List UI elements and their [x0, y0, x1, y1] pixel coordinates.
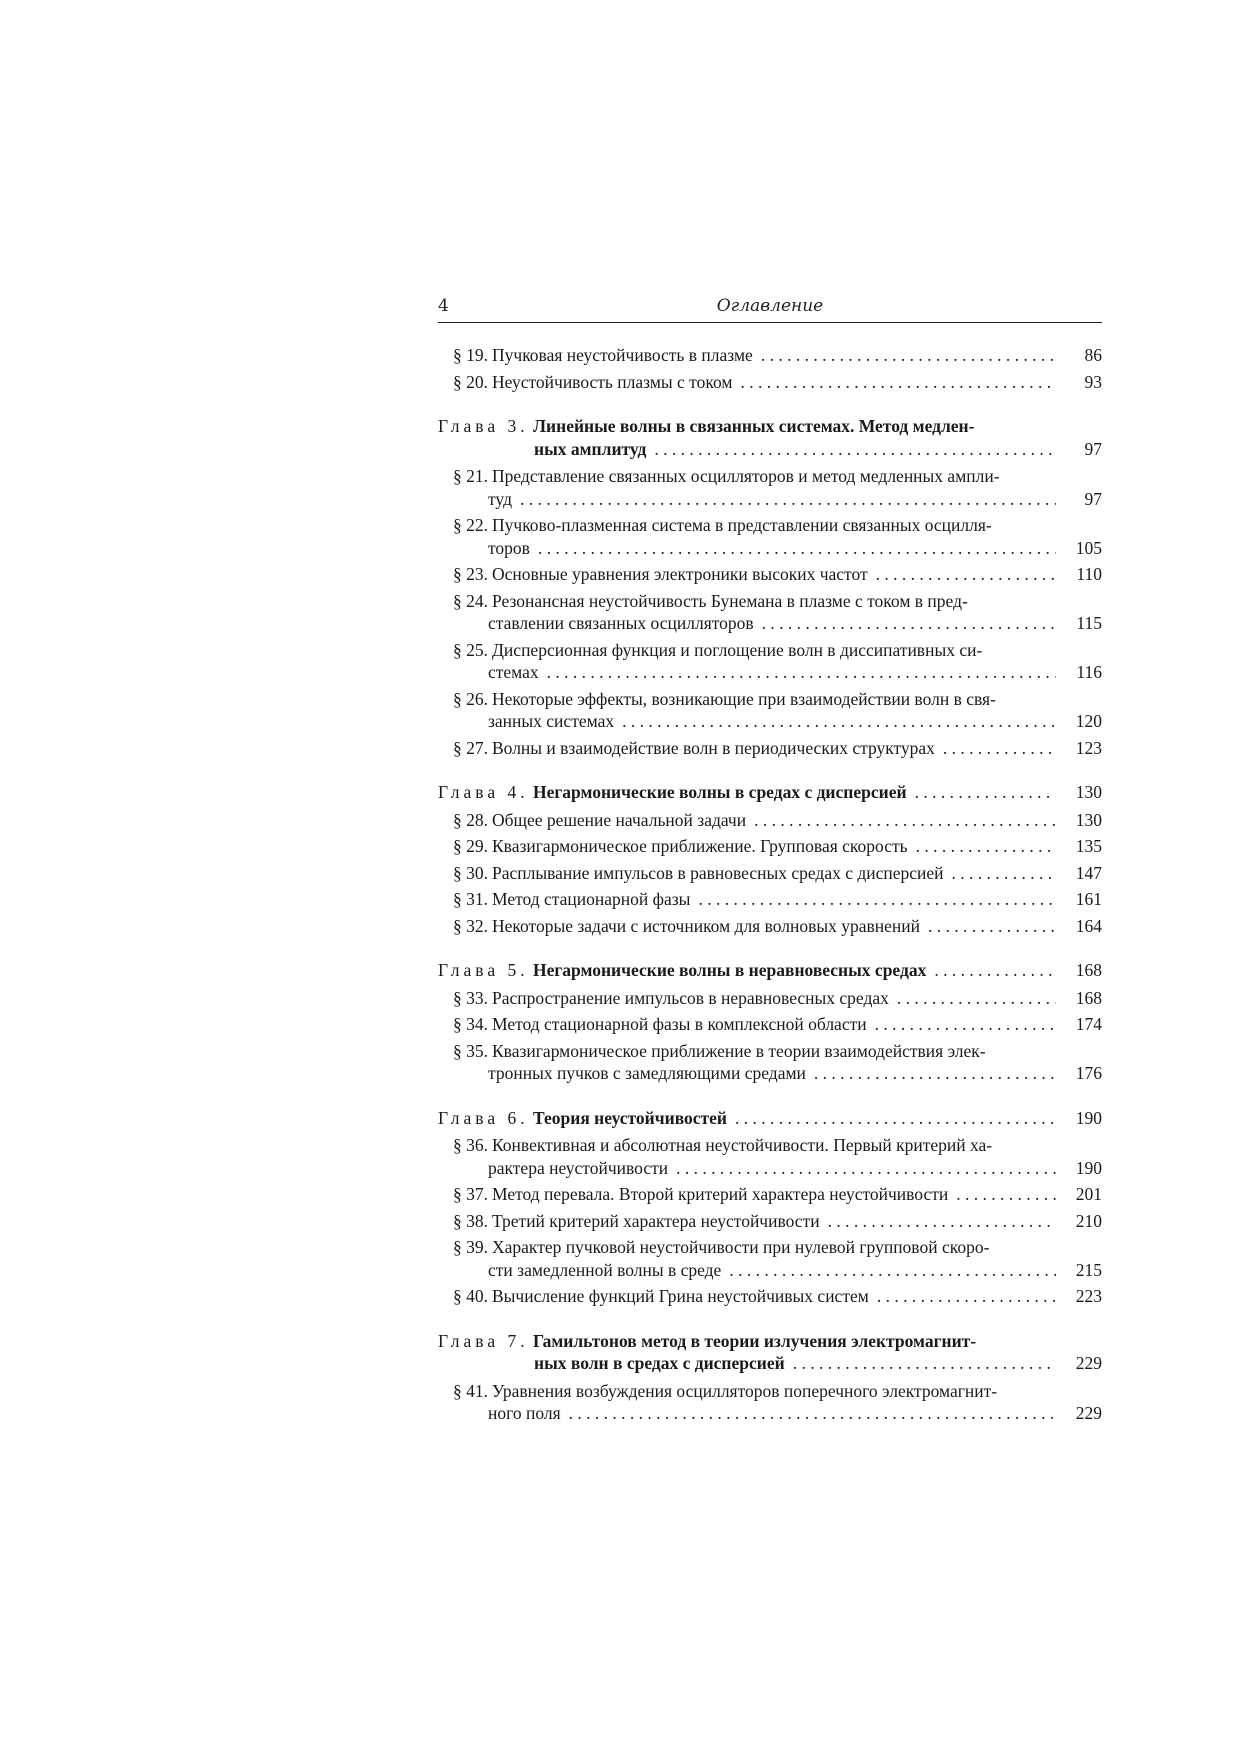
section-number: § 35.: [453, 1040, 488, 1061]
toc-entry-s35[interactable]: [438, 1040, 1102, 1063]
section-title-line1: Некоторые эффекты, возникающие при взаимодействии волн в свя-: [492, 688, 996, 709]
toc-entry-s32[interactable]: [438, 915, 1102, 938]
toc-entry-s23[interactable]: [438, 563, 1102, 586]
toc-entry-s29[interactable]: [438, 835, 1102, 858]
section-number: § 28.: [453, 809, 488, 830]
toc-entry-s33[interactable]: [438, 987, 1102, 1010]
page-ref: 115: [1056, 612, 1102, 635]
toc-chapter-4[interactable]: [438, 781, 1102, 804]
page-ref: 168: [1056, 987, 1102, 1010]
section-title-line2: ставлении связанных осцилляторов: [488, 613, 754, 633]
running-title: Оглавление: [716, 296, 824, 316]
section-title-line2: стемах: [488, 662, 539, 682]
toc-entry-s24[interactable]: [438, 590, 1102, 613]
section-number: § 38.: [453, 1210, 488, 1231]
toc-entry-s21[interactable]: [438, 465, 1102, 488]
section-title: Квазигармоническое приближение. Групповая скорость: [492, 836, 908, 856]
toc-entry-s22-cont: [438, 537, 1102, 560]
toc-entry-s39[interactable]: [438, 1236, 1102, 1259]
section-number: § 23.: [453, 564, 488, 584]
section-number: § 21.: [453, 466, 488, 486]
toc-entry-s22[interactable]: [438, 514, 1102, 537]
toc-entry-s36-cont: [438, 1157, 1102, 1180]
toc-entry-s36[interactable]: [438, 1134, 1102, 1157]
page-ref: 168: [1056, 959, 1102, 982]
toc-entry-s41[interactable]: [438, 1380, 1102, 1403]
toc-entry-s25-cont: [438, 661, 1102, 684]
page-ref: 130: [1056, 809, 1102, 832]
section-title-line2: занных системах: [488, 711, 615, 731]
page-ref: 130: [1056, 781, 1102, 804]
section-number: § 39.: [453, 1237, 488, 1257]
toc-chapter-3-cont: [438, 438, 1102, 461]
section-number: § 22.: [453, 515, 488, 535]
section-title-line2: туд: [488, 488, 512, 509]
toc-entry-s20[interactable]: [438, 371, 1102, 394]
section-title: Метод стационарной фазы в комплексной области: [492, 1014, 867, 1034]
section-title: Основные уравнения электроники высоких частот: [492, 564, 868, 584]
toc-chapter-6[interactable]: [438, 1107, 1102, 1130]
page-ref: 201: [1056, 1183, 1102, 1206]
chapter-title: Теория неустойчивостей: [532, 1107, 728, 1128]
toc-chapter-7-cont: [438, 1352, 1102, 1375]
section-number: § 40.: [453, 1286, 488, 1306]
chapter-title: Негармонические волны в неравновесных средах: [532, 960, 927, 980]
section-number: § 32.: [453, 915, 488, 936]
page-ref: 229: [1056, 1352, 1102, 1375]
page-ref: 210: [1056, 1210, 1102, 1233]
section-number: § 33.: [453, 987, 488, 1008]
page-ref: 229: [1056, 1402, 1102, 1425]
page-ref: 190: [1056, 1107, 1102, 1130]
section-number: § 20.: [453, 371, 488, 392]
chapter-title: Негармонические волны в средах с дисперсией: [532, 782, 907, 802]
section-number: § 37.: [453, 1184, 488, 1204]
toc-entry-s37[interactable]: [438, 1183, 1102, 1206]
section-title-line1: Конвективная и абсолютная неустойчивости. Первый критерий ха-: [492, 1135, 993, 1155]
section-title: Некоторые задачи с источником для волновых уравнений: [492, 915, 921, 936]
section-title-line1: Представление связанных осцилляторов и метод медленных ампли-: [492, 466, 1000, 486]
chapter-label: Глава 7.: [438, 1330, 529, 1351]
page-ref: 110: [1056, 563, 1102, 586]
section-title-line2: рактера неустойчивости: [488, 1157, 669, 1178]
chapter-title-line2: ных амплитуд: [534, 438, 647, 459]
section-number: § 27.: [453, 737, 488, 758]
page-ref: 174: [1056, 1013, 1102, 1036]
toc-entry-s26-cont: [438, 710, 1102, 733]
section-number: § 29.: [453, 836, 488, 856]
toc-entry-s24-cont: [438, 612, 1102, 635]
section-title-line1: Пучково-плазменная система в представлении связанных осцилля-: [492, 515, 992, 535]
page-ref: 190: [1056, 1157, 1102, 1180]
chapter-label: Глава 6.: [438, 1107, 529, 1128]
page-ref: 215: [1056, 1259, 1102, 1282]
section-number: § 36.: [453, 1135, 488, 1155]
page-ref: 164: [1056, 915, 1102, 938]
section-title: Третий критерий характера неустойчивости: [492, 1210, 820, 1231]
section-title-line1: Характер пучковой неустойчивости при нулевой групповой скоро-: [492, 1237, 990, 1257]
page-ref: 147: [1056, 862, 1102, 885]
section-number: § 41.: [453, 1380, 488, 1401]
running-header: [438, 296, 1102, 323]
toc-entry-s35-cont: [438, 1062, 1102, 1085]
section-number: § 34.: [453, 1014, 488, 1034]
page-ref: 123: [1056, 737, 1102, 760]
section-number: § 24.: [453, 590, 488, 611]
section-title: Волны и взаимодействие волн в периодических структурах: [492, 737, 935, 758]
page-ref: 86: [1056, 344, 1102, 367]
toc-entry-s25[interactable]: [438, 639, 1102, 662]
toc-entry-s19[interactable]: [438, 344, 1102, 367]
toc-entry-s30[interactable]: [438, 862, 1102, 885]
section-title-line1: Резонансная неустойчивость Бунемана в плазме с током в пред-: [492, 590, 968, 611]
section-title: Вычисление функций Грина неустойчивых систем: [492, 1286, 869, 1306]
section-title-line1: Уравнения возбуждения осцилляторов поперечного электромагнит-: [492, 1380, 998, 1401]
section-title-line2: сти замедленной волны в среде: [488, 1259, 722, 1280]
toc-entry-s41-cont: [438, 1402, 1102, 1425]
page-ref: 135: [1056, 835, 1102, 858]
section-title: Метод стационарной фазы: [492, 889, 691, 909]
section-title-line2: тронных пучков с замедляющими средами: [488, 1063, 806, 1083]
page-ref: 93: [1056, 371, 1102, 394]
section-number: § 19.: [453, 345, 488, 365]
section-title: Метод перевала. Второй критерий характера неустойчивости: [492, 1184, 949, 1204]
chapter-label: Глава 4.: [438, 782, 529, 802]
section-title: Неустойчивость плазмы с током: [492, 371, 733, 392]
section-number: § 31.: [453, 889, 488, 909]
section-number: § 25.: [453, 639, 488, 660]
toc-entry-s38[interactable]: [438, 1210, 1102, 1233]
toc-chapter-7[interactable]: [438, 1330, 1102, 1353]
chapter-title-line1: Линейные волны в связанных системах. Метод медлен-: [532, 416, 975, 436]
page-ref: 105: [1056, 537, 1102, 560]
page-ref: 223: [1056, 1285, 1102, 1308]
section-title-line2: торов: [488, 537, 530, 558]
toc-entry-s40[interactable]: [438, 1285, 1102, 1308]
toc-entry-s26[interactable]: [438, 688, 1102, 711]
page-ref: 116: [1056, 661, 1102, 684]
section-title-line2: ного поля: [488, 1403, 561, 1423]
page-ref: 97: [1056, 438, 1102, 461]
page-number: 4: [438, 296, 449, 316]
toc-entry-s28[interactable]: [438, 809, 1102, 832]
page-ref: 97: [1056, 488, 1102, 511]
section-title: Пучковая неустойчивость в плазме: [492, 345, 753, 365]
toc-chapter-3[interactable]: [438, 415, 1102, 438]
section-title-line1: Дисперсионная функция и поглощение волн в диссипативных си-: [492, 639, 983, 660]
toc-chapter-5[interactable]: [438, 959, 1102, 982]
section-number: § 30.: [453, 862, 488, 883]
section-title: Распространение импульсов в неравновесных средах: [492, 987, 889, 1008]
toc-entry-s31[interactable]: [438, 888, 1102, 911]
toc-entry-s21-cont: [438, 488, 1102, 511]
section-number: § 26.: [453, 688, 488, 709]
section-title: Общее решение начальной задачи: [492, 809, 747, 830]
toc-entry-s27[interactable]: [438, 737, 1102, 760]
section-title: Расплывание импульсов в равновесных средах с дисперсией: [492, 862, 944, 883]
toc-entry-s34[interactable]: [438, 1013, 1102, 1036]
chapter-title-line2: ных волн в средах с дисперсией: [534, 1353, 785, 1373]
page-ref: 120: [1056, 710, 1102, 733]
page-ref: 176: [1056, 1062, 1102, 1085]
table-of-contents: [438, 344, 1102, 1429]
toc-entry-s39-cont: [438, 1259, 1102, 1282]
section-title-line1: Квазигармоническое приближение в теории взаимодействия элек-: [492, 1040, 986, 1061]
page-ref: 161: [1056, 888, 1102, 911]
chapter-title-line1: Гамильтонов метод в теории излучения электромагнит-: [532, 1330, 977, 1351]
chapter-label: Глава 5.: [438, 960, 529, 980]
chapter-label: Глава 3.: [438, 416, 529, 436]
